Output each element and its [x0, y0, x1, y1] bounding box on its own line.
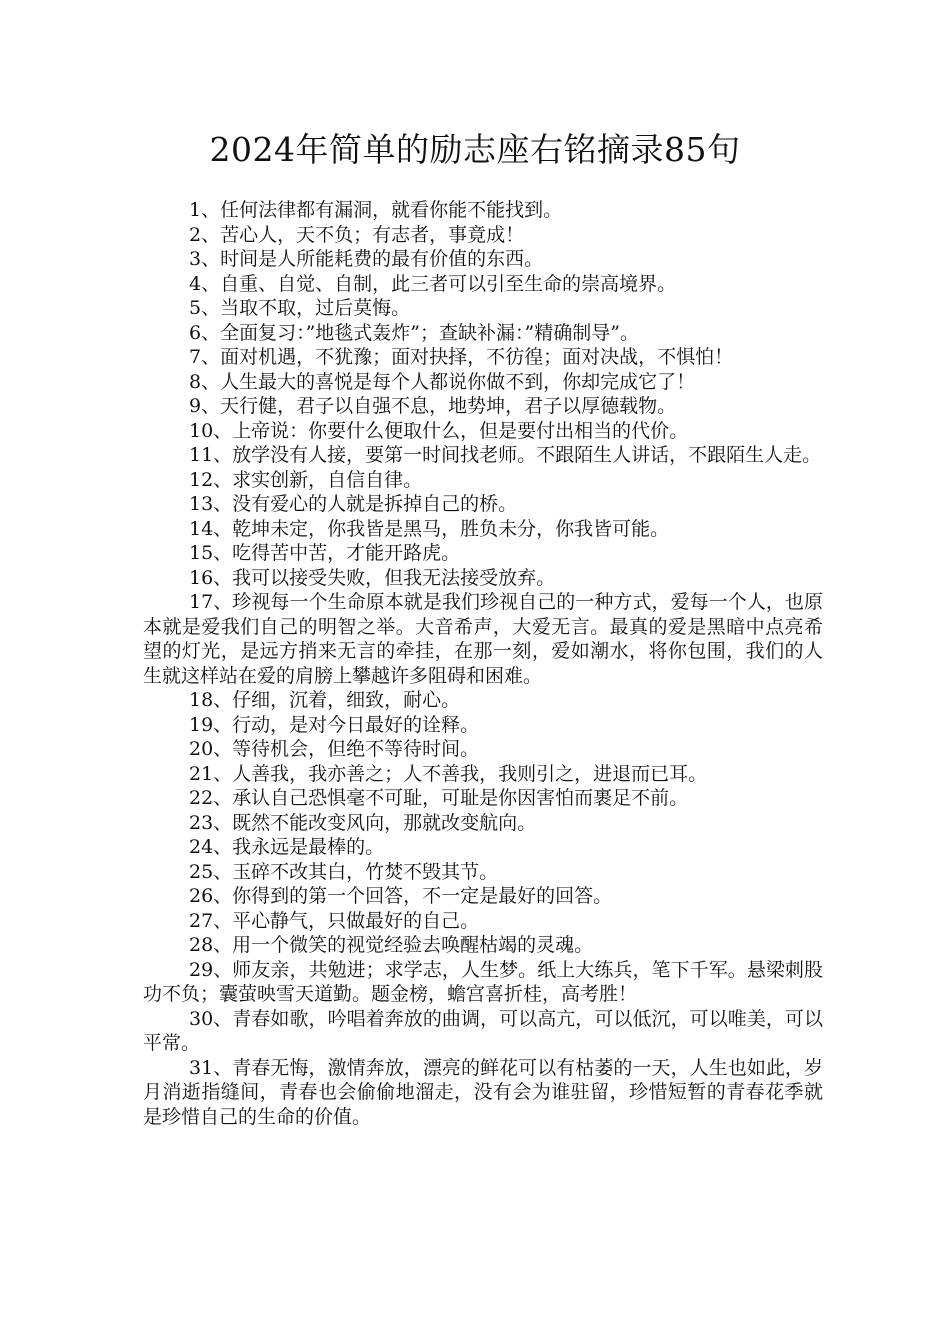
quote-item: 29、师友亲，共勉进；求学志，人生梦。纸上大练兵，笔下千军。悬梁刺股功不负；囊萤映雪天道勤。题金榜，蟾宫喜折桂，高考胜！	[143, 958, 823, 1005]
quote-item: 30、青春如歌，吟唱着奔放的曲调，可以高亢，可以低沉，可以唯美，可以平常。	[143, 1007, 823, 1054]
quote-item: 25、玉碎不改其白，竹焚不毁其节。	[189, 860, 499, 883]
quote-item: 13、没有爱心的人就是拆掉自己的桥。	[189, 493, 518, 515]
quote-item: 9、天行健，君子以自强不息，地势坤，君子以厚德载物。	[189, 395, 677, 417]
document-title: 2024年简单的励志座右铭摘录85句	[209, 130, 741, 169]
quote-item: 8、人生最大的喜悦是每个人都说你做不到，你却完成它了！	[189, 370, 696, 393]
quote-item: 10、上帝说：你要什么便取什么，但是要付出相当的代价。	[189, 419, 689, 442]
quote-item: 26、你得到的第一个回答，不一定是最好的回答。	[189, 885, 613, 907]
quote-item: 6、全面复习：”地毯式轰炸”；查缺补漏：”精确制导”。	[189, 321, 639, 344]
quote-item: 23、既然不能改变风向，那就改变航向。	[189, 811, 537, 834]
quote-item: 11、放学没有人接，要第一时间找老师。不跟陌生人讲话，不跟陌生人走。	[189, 444, 822, 466]
quote-item: 18、仔细，沉着，细致，耐心。	[189, 689, 461, 711]
quote-item: 22、承认自己恐惧毫不可耻，可耻是你因害怕而裹足不前。	[189, 787, 689, 809]
quote-item: 28、用一个微笑的视觉经验去唤醒枯竭的灵魂。	[189, 934, 594, 956]
quote-item: 1、任何法律都有漏洞，就看你能不能找到。	[189, 199, 563, 221]
quote-item: 12、求实创新，自信自律。	[189, 468, 423, 491]
quote-item: 31、青春无悔，激情奔放，漂亮的鲜花可以有枯萎的一天，人生也如此，岁月消逝指缝间，青春也会偷偷地溜走，没有会为谁驻留，珍惜短暂的青春花季就是珍惜自己的生命的价值。	[143, 1056, 823, 1128]
document-body	[143, 198, 823, 1129]
quote-item: 16、我可以接受失败，但我无法接受放弃。	[189, 566, 556, 589]
quote-item: 5、当取不取，过后莫悔。	[189, 297, 411, 319]
quote-item: 20、等待机会，但绝不等待时间。	[189, 738, 480, 760]
quote-item: 27、平心静气，只做最好的自己。	[189, 909, 480, 932]
quote-item: 4、自重、自觉、自制，此三者可以引至生命的崇高境界。	[189, 272, 677, 295]
quote-item: 14、乾坤未定，你我皆是黑马，胜负未分，你我皆可能。	[189, 517, 670, 540]
quote-item: 15、吃得苦中苦，才能开路虎。	[189, 542, 461, 564]
quote-item: 24、我永远是最棒的。	[189, 836, 385, 858]
quote-item: 2、苦心人，天不负；有志者，事竟成！	[189, 223, 525, 246]
quote-item: 17、珍视每一个生命原本就是我们珍视自己的一种方式，爱每一个人，也原本就是爱我们自己的明智之举。大音希声，大爱无言。最真的爱是黑暗中点亮希望的灯光，是远方捎来无言的牵挂，在那一刻，爱如潮水，将你包围，我们的人生就这样站在爱的肩膀上攀越许多阻碍和困难。	[143, 591, 823, 687]
quote-item: 21、人善我，我亦善之；人不善我，我则引之，进退而已耳。	[189, 762, 708, 785]
quote-item: 7、面对机遇，不犹豫；面对抉择，不彷徨；面对决战，不惧怕！	[189, 346, 734, 368]
quote-item: 3、时间是人所能耗费的最有价值的东西。	[189, 248, 544, 270]
quote-item: 19、行动，是对今日最好的诠释。	[189, 713, 480, 736]
